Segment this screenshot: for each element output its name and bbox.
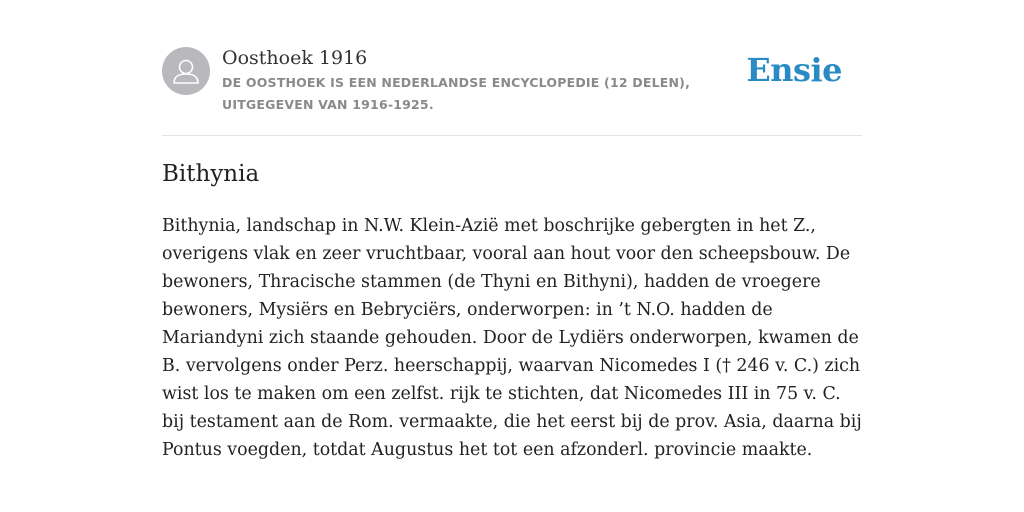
source-description: DE OOSTHOEK IS EEN NEDERLANDSE ENCYCLOPEDIE (12 DELEN), UITGEGEVEN VAN 1916-1925. — [222, 75, 691, 112]
article-title: Bithynia — [162, 161, 260, 187]
source-avatar[interactable] — [162, 47, 210, 95]
source-title[interactable]: Oosthoek 1916 — [222, 47, 368, 69]
header-divider — [162, 135, 862, 136]
user-icon — [162, 47, 210, 95]
ensie-logo[interactable]: Ensie — [746, 51, 842, 89]
article-body: Bithynia, landschap in N.W. Klein-Azië met boschrijke gebergten in het Z., overigens vlak en zeer vruchtbaar, vooral aan hout voor den scheepsbouw. De bewoners, Thracische stammen (de Thyni en Bithyni), hadden de vroegere bewoners, Mysiërs en Bebryciërs, onderworpen: in ’t N.O. hadden de Mariandyni zich staande gehouden. Door de Lydiërs onderworpen, kwamen de B. vervolgens onder Perz. heerschappij, waarvan Nicomedes I († 246 v. C.) zich wist los te maken om een zelfst. rijk te stichten, dat Nicomedes III in 75 v. C. bij testament aan de Rom. vermaakte, die het eerst bij de prov. Asia, daarna bij Pontus voegden, totdat Augustus het tot een afzonderl. provincie maakte. — [162, 216, 862, 460]
source-header — [162, 46, 862, 116]
